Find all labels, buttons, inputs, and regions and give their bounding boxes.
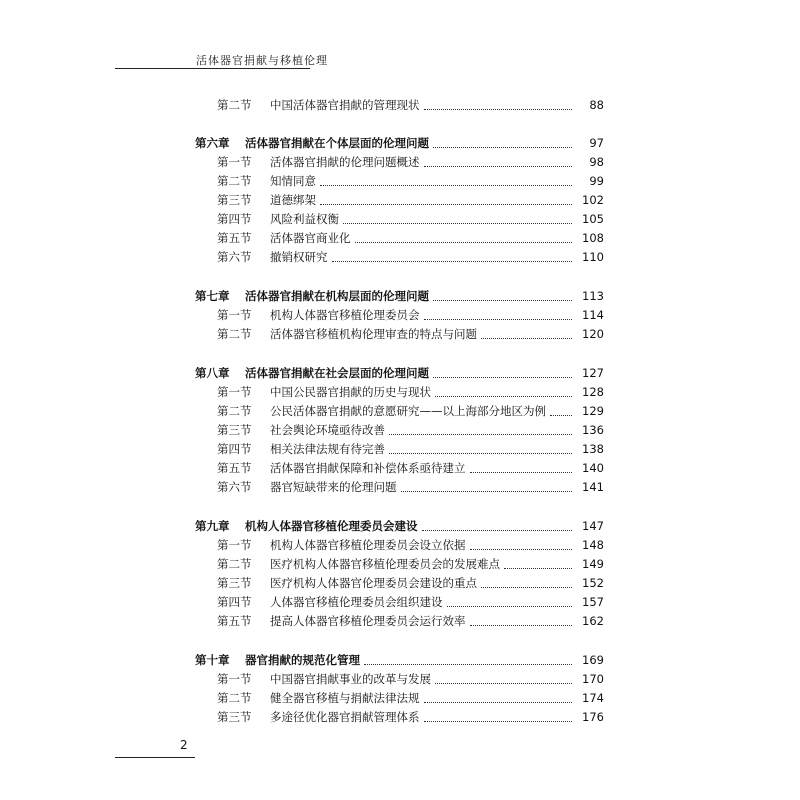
dot-leader [435,663,572,684]
toc-entry-page: 129 [582,404,604,418]
toc-entry-title: 社会舆论环境亟待改善 [270,423,385,437]
toc-entry-title: 健全器官移植与捐献法律法规 [270,691,420,705]
dot-leader [424,701,572,722]
toc-chapter-row[interactable] [0,363,800,383]
toc-section-row[interactable] [0,439,800,459]
toc-entry-title: 活体器官捐献在个体层面的伦理问题 [245,136,429,150]
toc-entry-title: 人体器官移植伦理委员会组织建设 [270,595,443,609]
toc-entry-title: 器官短缺带来的伦理问题 [270,480,397,494]
toc-entry-number: 第一节 [217,538,252,552]
toc-entry-number: 第三节 [217,576,252,590]
toc-section-row[interactable] [0,477,800,497]
dot-leader [422,510,572,531]
dot-leader [435,376,572,397]
dot-leader [481,318,572,339]
toc-entry-number: 第二节 [217,691,252,705]
dot-leader [433,280,572,301]
toc-entry-title: 机构人体器官移植伦理委员会设立依据 [270,538,466,552]
toc-entry-page: 148 [582,538,604,552]
toc-section-row[interactable] [0,611,800,631]
toc-entry-title: 公民活体器官捐献的意愿研究——以上海部分地区为例 [270,404,546,418]
dot-leader [424,299,572,320]
toc-entry-page: 174 [582,691,604,705]
toc-entry-title: 提高人体器官移植伦理委员会运行效率 [270,614,466,628]
toc-entry-page: 108 [582,231,604,245]
dot-leader [424,89,572,110]
toc-entry-page: 136 [582,423,604,437]
toc-section-row[interactable] [0,95,800,115]
toc-entry-number: 第五节 [217,461,252,475]
toc-entry-title: 医疗机构人体器官移植伦理委员会的发展难点 [270,557,500,571]
toc-entry-title: 器官捐献的规范化管理 [245,653,360,667]
toc-entry-number: 第五节 [217,231,252,245]
toc-entry-page: 141 [582,480,604,494]
toc-entry-number: 第七章 [195,289,230,303]
toc-entry-title: 活体器官捐献在机构层面的伦理问题 [245,289,429,303]
toc-entry-page: 105 [582,212,604,226]
toc-entry-title: 知情同意 [270,174,316,188]
toc-entry-page: 152 [582,576,604,590]
toc-entry-title: 中国器官捐献事业的改革与发展 [270,672,431,686]
toc-entry-page: 138 [582,442,604,456]
toc-entry-number: 第一节 [217,385,252,399]
running-header: 活体器官捐献与移植伦理 [196,54,328,67]
toc-entry-page: 140 [582,461,604,475]
toc-entry-page: 97 [589,136,604,150]
dot-leader [401,471,572,492]
toc-entry-title: 活体器官捐献的伦理问题概述 [270,155,420,169]
toc-section-row[interactable] [0,382,800,402]
toc-entry-page: 113 [582,289,604,303]
toc-entry-page: 98 [589,155,604,169]
toc-entry-number: 第一节 [217,308,252,322]
footer-rule [115,757,195,758]
toc-entry-page: 169 [582,653,604,667]
dot-leader [550,395,572,416]
toc-entry-number: 第六节 [217,250,252,264]
toc-chapter-row[interactable] [0,516,800,536]
toc-section-row[interactable] [0,324,800,344]
toc-entry-title: 中国活体器官捐献的管理现状 [270,98,420,112]
dot-leader [424,682,572,703]
dot-leader [364,644,572,665]
toc-entry-number: 第二节 [217,327,252,341]
toc-section-row[interactable] [0,573,800,593]
dot-leader [355,222,572,243]
toc-section-row[interactable] [0,669,800,689]
toc-entry-title: 道德绑架 [270,193,316,207]
dot-leader [424,146,572,167]
dot-leader [320,165,572,186]
toc-entry-title: 中国公民器官捐献的历史与现状 [270,385,431,399]
toc-entry-page: 114 [582,308,604,322]
toc-entry-title: 机构人体器官移植伦理委员会 [270,308,420,322]
toc-entry-number: 第一节 [217,155,252,169]
toc-entry-title: 撤销权研究 [270,250,328,264]
toc-chapter-row[interactable] [0,133,800,153]
toc-entry-page: 99 [589,174,604,188]
toc-entry-title: 机构人体器官移植伦理委员会建设 [245,519,418,533]
toc-chapter-row[interactable] [0,650,800,670]
toc-entry-title: 多途径优化器官捐献管理体系 [270,710,420,724]
toc-entry-page: 157 [582,595,604,609]
dot-leader [470,452,572,473]
dot-leader [389,433,572,454]
toc-entry-number: 第二节 [217,557,252,571]
toc-entry-page: 110 [582,250,604,264]
toc-entry-title: 风险利益权衡 [270,212,339,226]
toc-entry-number: 第一节 [217,672,252,686]
toc-entry-number: 第十章 [195,653,230,667]
toc-entry-number: 第四节 [217,212,252,226]
dot-leader [470,605,572,626]
dot-leader [481,567,572,588]
toc-entry-page: 147 [582,519,604,533]
toc-section-row[interactable] [0,707,800,727]
dot-leader [470,529,572,550]
toc-entry-title: 活体器官捐献保障和补偿体系亟待建立 [270,461,466,475]
dot-leader [433,127,572,148]
dot-leader [433,357,572,378]
dot-leader [504,548,572,569]
toc-section-row[interactable] [0,247,800,267]
page-number: 2 [180,738,188,752]
toc-entry-number: 第三节 [217,193,252,207]
toc-entry-number: 第六节 [217,480,252,494]
dot-leader [447,586,572,607]
toc-entry-page: 128 [582,385,604,399]
toc-section-row[interactable] [0,688,800,708]
toc-entry-page: 176 [582,710,604,724]
toc-entry-page: 127 [582,366,604,380]
toc-section-row[interactable] [0,554,800,574]
dot-leader [343,203,572,224]
toc-entry-title: 活体器官捐献在社会层面的伦理问题 [245,366,429,380]
toc-entry-page: 149 [582,557,604,571]
toc-entry-page: 162 [582,614,604,628]
toc-entry-number: 第三节 [217,710,252,724]
toc-entry-page: 88 [589,98,604,112]
toc-entry-title: 活体器官移植机构伦理审查的特点与问题 [270,327,477,341]
toc-entry-number: 第二节 [217,98,252,112]
toc-entry-page: 102 [582,193,604,207]
dot-leader [389,414,572,435]
toc-entry-title: 相关法律法规有待完善 [270,442,385,456]
toc-entry-page: 120 [582,327,604,341]
toc-entry-title: 医疗机构人体器官伦理委员会建设的重点 [270,576,477,590]
toc-entry-number: 第五节 [217,614,252,628]
toc-entry-page: 170 [582,672,604,686]
toc-entry-number: 第四节 [217,595,252,609]
toc-entry-number: 第二节 [217,404,252,418]
toc-entry-number: 第四节 [217,442,252,456]
toc-section-row[interactable] [0,305,800,325]
toc-entry-number: 第三节 [217,423,252,437]
toc-entry-number: 第九章 [195,519,230,533]
toc-entry-number: 第八章 [195,366,230,380]
toc-entry-number: 第二节 [217,174,252,188]
toc-entry-title: 活体器官商业化 [270,231,351,245]
toc-section-row[interactable] [0,458,800,478]
dot-leader [320,184,572,205]
toc-section-row[interactable] [0,592,800,612]
toc-section-row[interactable] [0,535,800,555]
toc-entry-number: 第六章 [195,136,230,150]
toc-chapter-row[interactable] [0,286,800,306]
dot-leader [332,241,572,262]
